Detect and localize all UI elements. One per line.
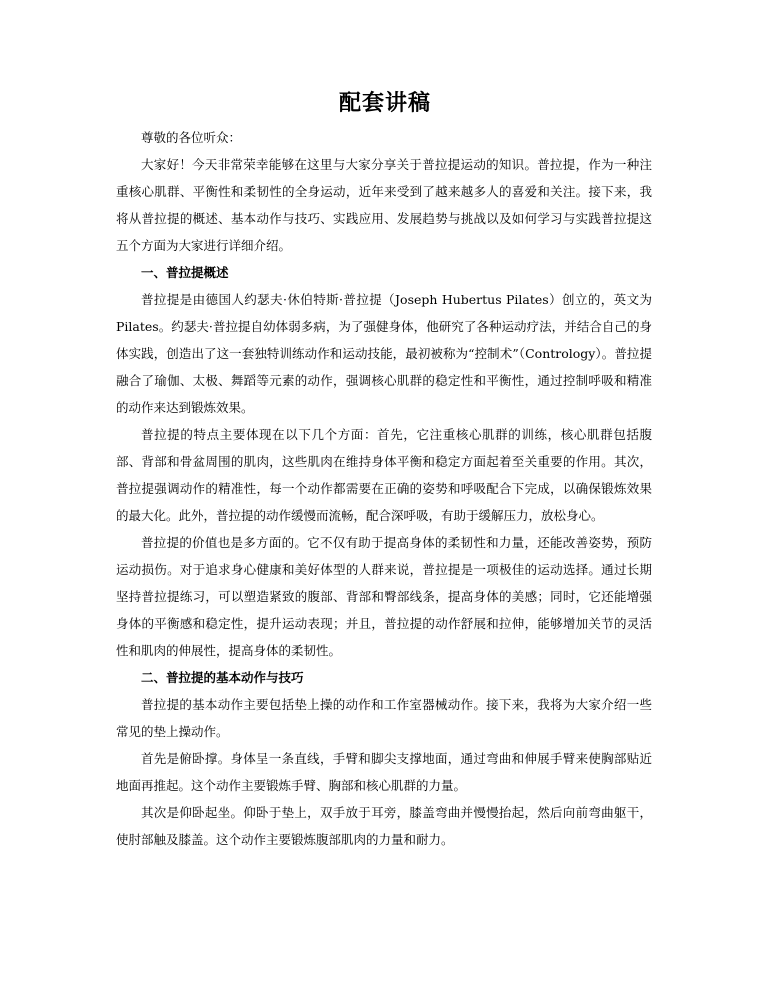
basic-moves-paragraph-2: 首先是俯卧撑。身体呈一条直线，手臂和脚尖支撑地面，通过弯曲和伸展手臂来使胸部贴近地面再推起。这个动作主要锻炼手臂、胸部和核心肌群的力量。 bbox=[116, 751, 652, 793]
page-title: 配套讲稿 bbox=[338, 90, 431, 116]
document-body bbox=[116, 124, 678, 853]
overview-paragraph-2: 普拉提的特点主要体现在以下几个方面：首先，它注重核心肌群的训练，核心肌群包括腹部、背部和骨盆周围的肌肉，这些肌肉在维持身体平衡和稳定方面起着至关重要的作用。其次，普拉提强调动作的精准性，每一个动作都需要在正确的姿势和呼吸配合下完成，以确保锻炼效果的最大化。此外，普拉提的动作缓慢而流畅，配合深呼吸，有助于缓解压力，放松身心。 bbox=[116, 427, 652, 523]
basic-moves-paragraph-1: 普拉提的基本动作主要包括垫上操的动作和工作室器械动作。接下来，我将为大家介绍一些常见的垫上操动作。 bbox=[116, 697, 652, 739]
section-heading-basic-moves: 二、普拉提的基本动作与技巧 bbox=[141, 670, 304, 685]
section-heading-overview: 一、普拉提概述 bbox=[141, 265, 229, 280]
intro-paragraph: 大家好！今天非常荣幸能够在这里与大家分享关于普拉提运动的知识。普拉提，作为一种注重核心肌群、平衡性和柔韧性的全身运动，近年来受到了越来越多人的喜爱和关注。接下来，我将从普拉提的概述、基本动作与技巧、实践应用、发展趋势与挑战以及如何学习与实践普拉提这五个方面为大家进行详细介绍。 bbox=[116, 157, 652, 253]
overview-paragraph-3: 普拉提的价值也是多方面的。它不仅有助于提高身体的柔韧性和力量，还能改善姿势，预防运动损伤。对于追求身心健康和美好体型的人群来说，普拉提是一项极佳的运动选择。通过长期坚持普拉提练习，可以塑造紧致的腹部、背部和臀部线条，提高身体的美感；同时，它还能增强身体的平衡感和稳定性，提升运动表现；并且，普拉提的动作舒展和拉伸，能够增加关节的灵活性和肌肉的伸展性，提高身体的柔韧性。 bbox=[116, 535, 652, 658]
overview-paragraph-1: 普拉提是由德国人约瑟夫·休伯特斯·普拉提（Joseph Hubertus Pilates）创立的，英文为 Pilates。约瑟夫·普拉提自幼体弱多病，为了强健身体，他研究了各种运动疗法，并结合自己的身体实践，创造出了这一套独特训练动作和运动技能，最初被称为“控制术”（Contrology）。普拉提融合了瑜伽、太极、舞蹈等元素的动作，强调核心肌群的稳定性和平衡性，通过控制呼吸和精准的动作来达到锻炼效果。 bbox=[116, 292, 678, 415]
basic-moves-paragraph-3: 其次是仰卧起坐。仰卧于垫上，双手放于耳旁，膝盖弯曲并慢慢抬起，然后向前弯曲躯干，使肘部触及膝盖。这个动作主要锻炼腹部肌肉的力量和耐力。 bbox=[116, 805, 652, 847]
salutation: 尊敬的各位听众： bbox=[141, 130, 242, 145]
